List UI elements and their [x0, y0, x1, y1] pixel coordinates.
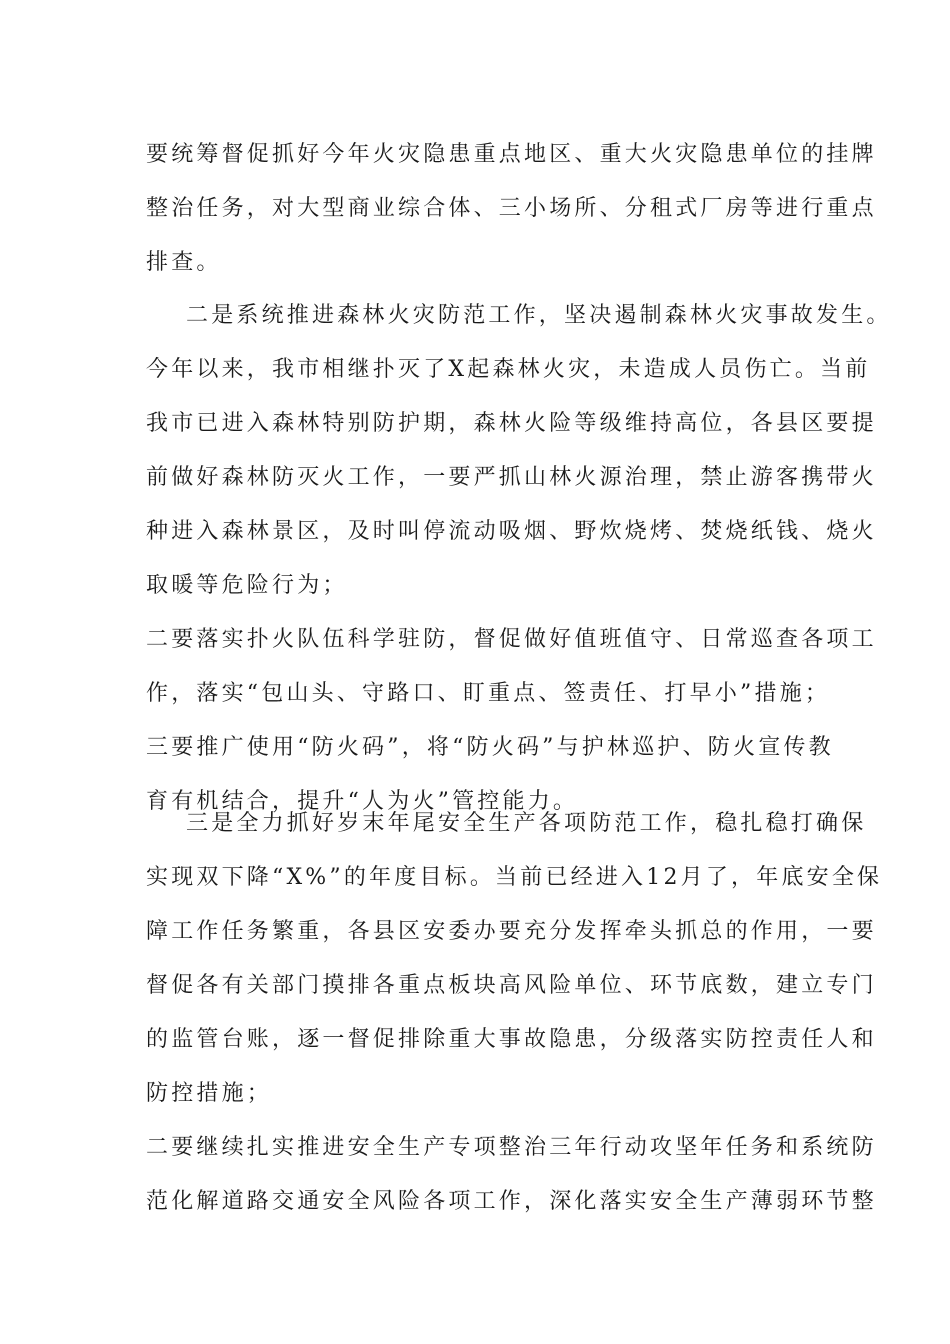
paragraph-forest-fire: [146, 289, 892, 829]
text-line: 的监管台账，逐一督促排除重大事故隐患，分级落实防控责任人和: [146, 1027, 877, 1052]
text-line: 种进入森林景区，及时叫停流动吸烟、野炊烧烤、焚烧纸钱、烧火: [146, 519, 877, 544]
paragraph-continuation: [146, 128, 877, 290]
text-line: 育有机结合，提升“人为火”管控能力。: [146, 789, 579, 814]
text-line: 要统筹督促抓好今年火灾隐患重点地区、重大火灾隐患单位的挂牌: [146, 142, 877, 167]
text-line: 我市已进入森林特别防护期，森林火险等级维持高位，各县区要提: [146, 411, 877, 436]
text-line: 整治任务，对大型商业综合体、三小场所、分租式厂房等进行重点: [146, 196, 877, 221]
text-line: 取暖等危险行为；: [146, 573, 348, 598]
text-line: 作，落实“包山头、守路口、盯重点、签责任、打早小”措施；: [146, 681, 831, 706]
text-line: 实现双下降“X%”的年度目标。当前已经进入12月了，年底安全保: [146, 865, 883, 890]
text-line: 二要继续扎实推进安全生产专项整治三年行动攻坚年任务和系统防: [146, 1135, 877, 1160]
text-line: 防控措施；: [146, 1081, 273, 1106]
text-line: 今年以来，我市相继扑灭了X起森林火灾，未造成人员伤亡。当前: [146, 357, 871, 382]
text-line: 前做好森林防灭火工作，一要严抓山林火源治理，禁止游客携带火: [146, 465, 877, 490]
text-line: 排查。: [146, 250, 222, 275]
text-line: 督促各有关部门摸排各重点板块高风险单位、环节底数，建立专门: [146, 973, 877, 998]
text-line: 二是系统推进森林火灾防范工作，坚决遏制森林火灾事故发生。: [186, 303, 892, 328]
text-line: 范化解道路交通安全风险各项工作，深化落实安全生产薄弱环节整: [146, 1189, 877, 1214]
text-line: 障工作任务繁重，各县区安委办要充分发挥牵头抓总的作用，一要: [146, 919, 877, 944]
text-line: 二要落实扑火队伍科学驻防，督促做好值班值守、日常巡查各项工: [146, 627, 877, 652]
text-line: 三要推广使用“防火码”，将“防火码”与护林巡护、防火宣传教: [146, 735, 834, 760]
text-line: 三是全力抓好岁末年尾安全生产各项防范工作，稳扎稳打确保: [186, 811, 867, 836]
paragraph-year-end-safety: [146, 797, 883, 1229]
